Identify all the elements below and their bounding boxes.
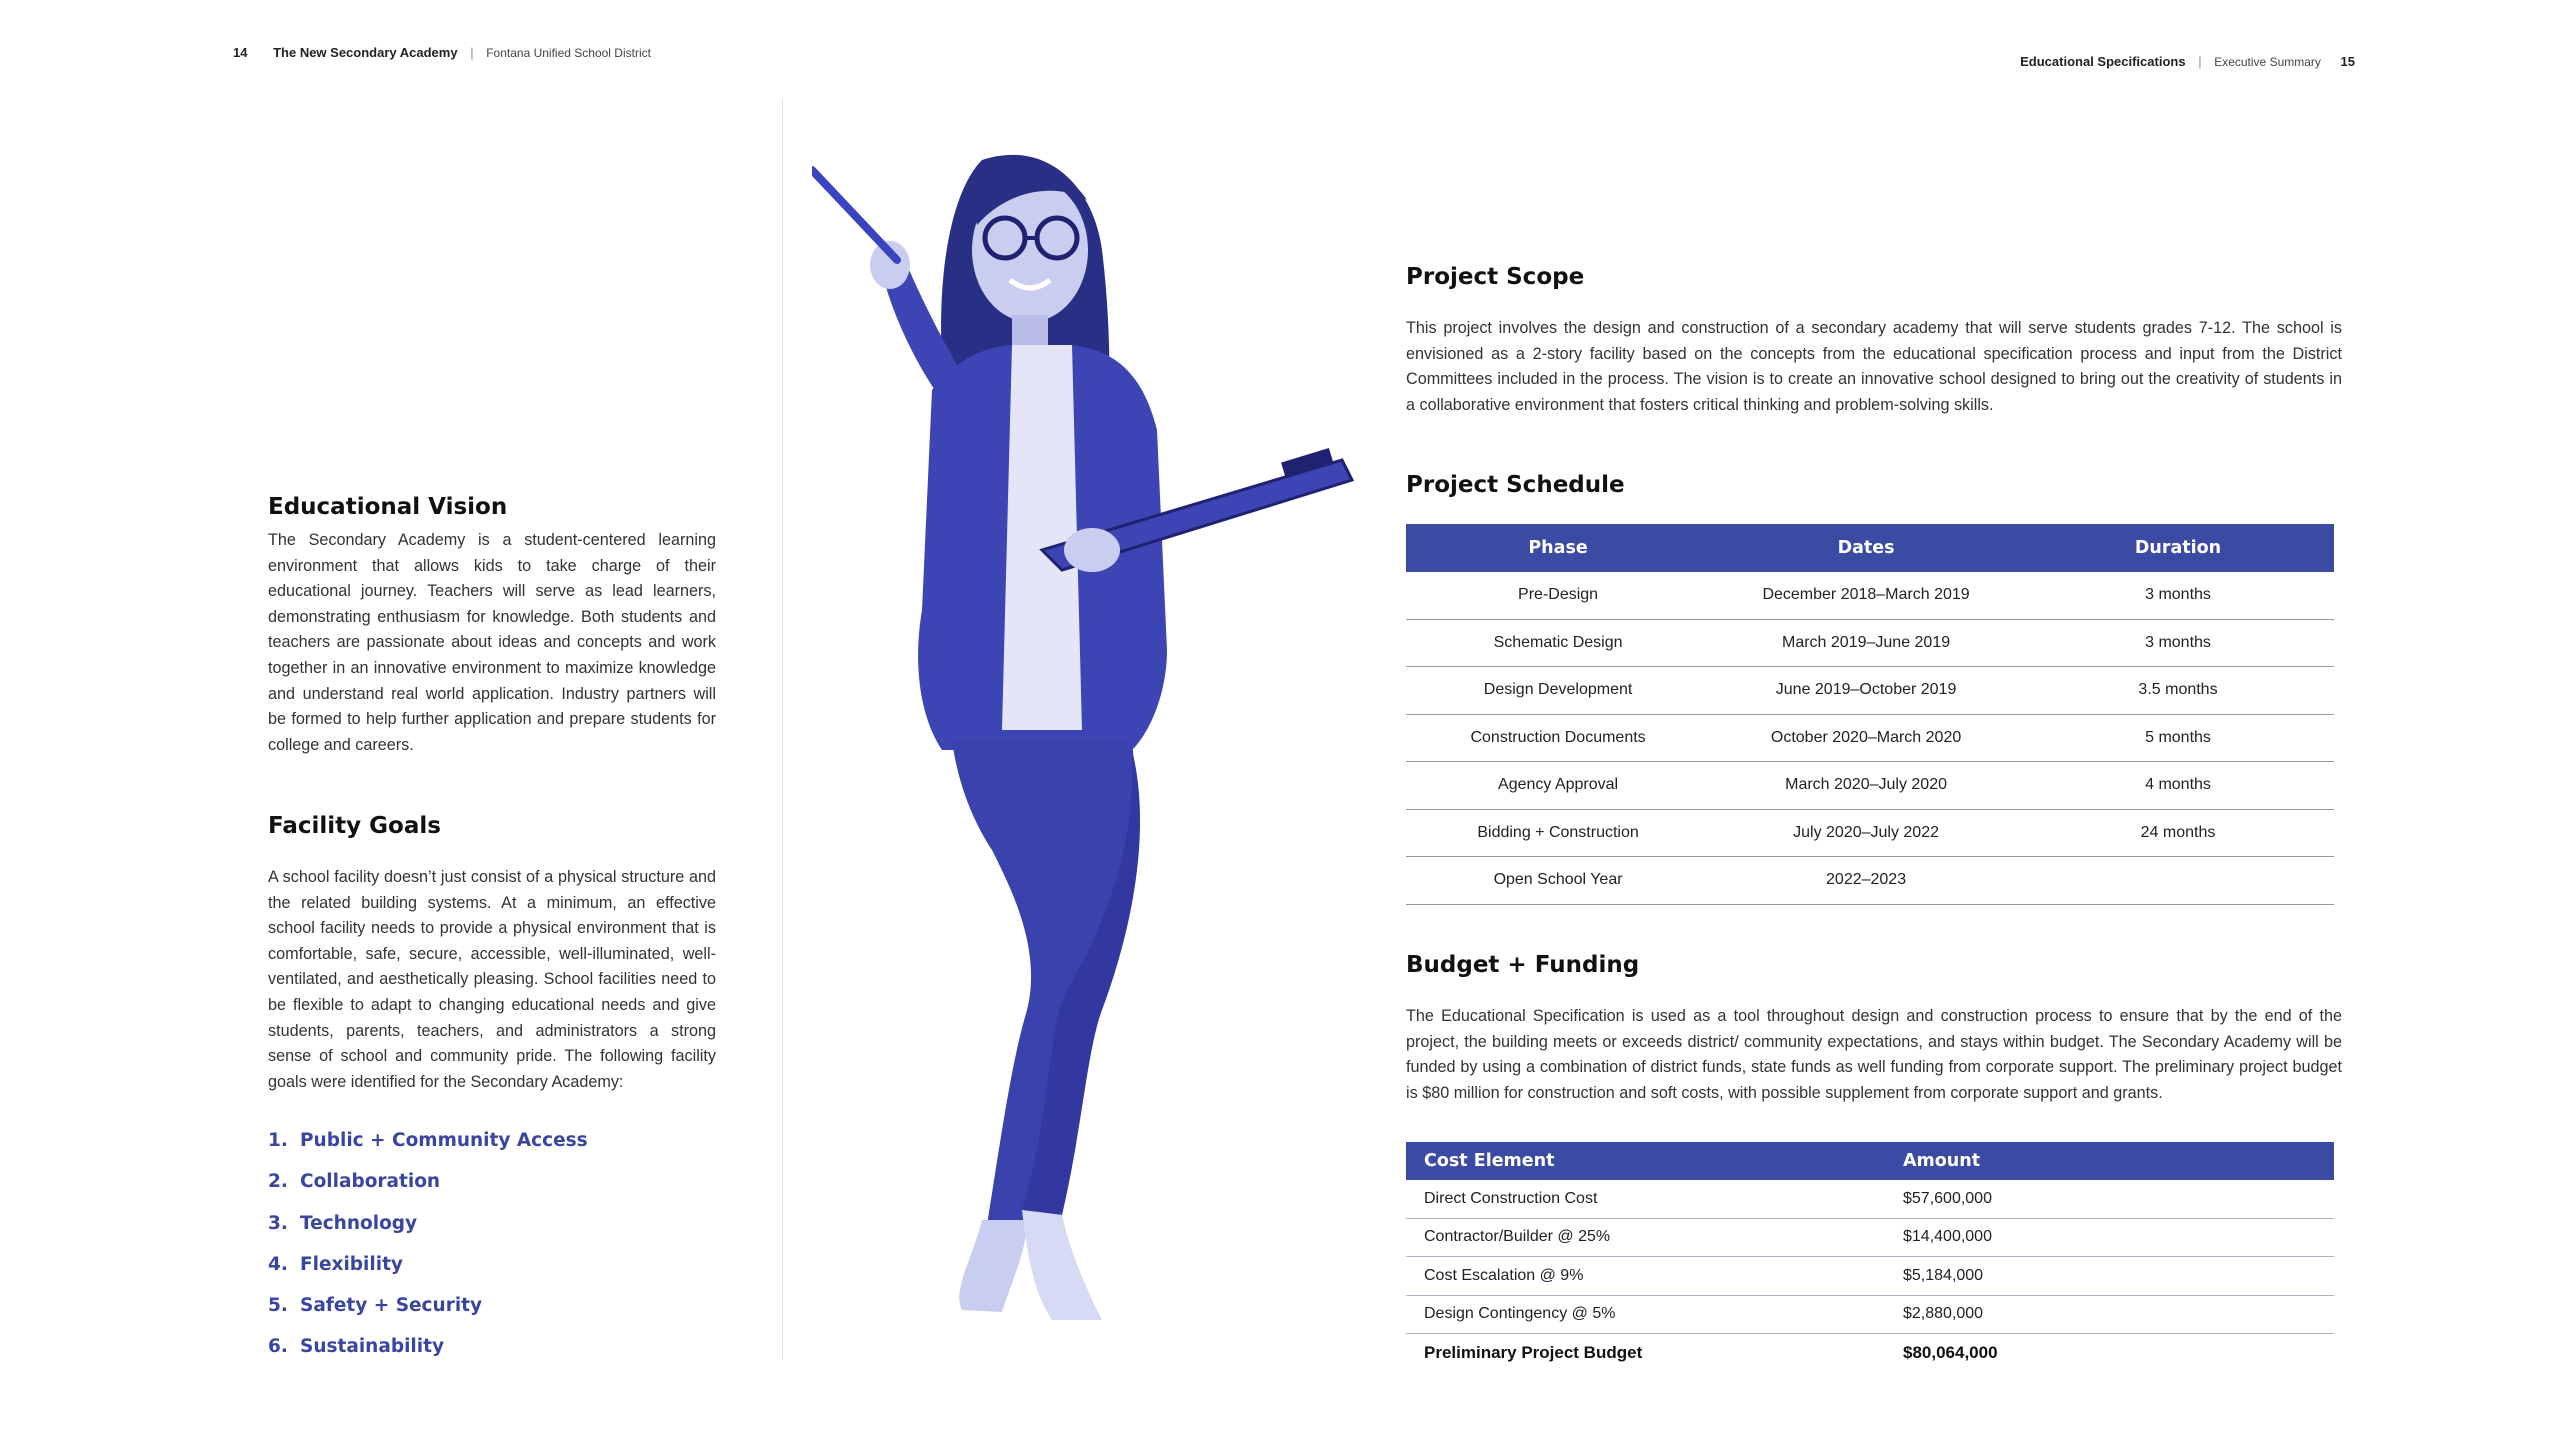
project-schedule-section: [1406, 472, 2334, 905]
header-right: Educational Specifications | Executive Summary 15: [2020, 54, 2355, 69]
schedule-table: [1406, 524, 2334, 905]
goal-item: 1. Public + Community Access: [268, 1130, 588, 1151]
table-row: Open School Year 2022–2023: [1406, 857, 2334, 905]
header-left: 14 The New Secondary Academy | Fontana Unified School District: [233, 45, 651, 60]
project-scope-body: This project involves the design and construction of a secondary academy that will serve students grades 7-12. The school is envisioned as a 2-story facility based on the concepts from the educational specification process and input from the District Committees included in the process. The vision is to create an innovative school designed to bring out the creativity of students in a collaborative environment that fosters critical thinking and problem-solving skills.: [1406, 319, 2342, 414]
table-row: Cost Escalation @ 9% $5,184,000: [1406, 1257, 2334, 1296]
goal-item: 3. Technology: [268, 1212, 418, 1234]
publication-title: The New Secondary Academy: [273, 45, 458, 60]
facility-goals-list: [268, 1130, 588, 1378]
goal-item: 2. Collaboration: [268, 1171, 441, 1193]
facility-goals-body: A school facility doesn’t just consist of a physical structure and the related building systems. At a minimum, an effective school facility needs to provide a physical environment that is comfortable, safe, secure, accessible, well-illuminated, well-ventilated, and aesthetically pleasing. School facilities need to be flexible to adapt to changing educational needs and give students, parents, teachers, and administrators a strong sense of school and community pride. The following facility goals were identified for the Secondary Academy:: [268, 868, 716, 1091]
goal-item: 5. Safety + Security: [268, 1295, 483, 1317]
educational-vision-section: [268, 494, 716, 758]
budget-funding-heading: Budget + Funding: [1406, 952, 1640, 978]
project-scope-section: [1406, 264, 2342, 418]
column-header: Cost Element: [1406, 1142, 1885, 1180]
column-header: Amount: [1885, 1142, 2334, 1180]
teacher-photo: [812, 130, 1362, 1350]
table-row: Bidding + Construction July 2020–July 2022 24 months: [1406, 809, 2334, 857]
page-number-right: 15: [2340, 54, 2355, 69]
budget-funding-section: [1406, 952, 2342, 1106]
section-name: Educational Specifications: [2020, 54, 2186, 69]
table-row: Schematic Design March 2019–June 2019 3 months: [1406, 619, 2334, 667]
district-name: Fontana Unified School District: [486, 46, 651, 60]
goal-item: 4. Flexibility: [268, 1253, 403, 1275]
schedule-header-row: [1406, 524, 2334, 572]
table-row: Pre-Design December 2018–March 2019 3 months: [1406, 572, 2334, 619]
project-scope-heading: Project Scope: [1406, 264, 1585, 290]
facility-goals-section: [268, 813, 716, 1095]
facility-goals-heading: Facility Goals: [268, 813, 441, 839]
column-header: Duration: [2022, 524, 2334, 572]
table-row: Design Contingency @ 5% $2,880,000: [1406, 1295, 2334, 1334]
budget-header-row: [1406, 1142, 2334, 1180]
educational-vision-heading: Educational Vision: [268, 494, 508, 520]
column-header: Phase: [1406, 524, 1710, 572]
project-schedule-heading: Project Schedule: [1406, 472, 1625, 498]
budget-funding-body: The Educational Specification is used as a tool throughout design and construction process to ensure that by the end of the project, the building meets or exceeds district/ community expectations, and stays within budget. The Secondary Academy will be funded by using a combination of district funds, state funds as well funding from corporate support. The preliminary project budget is $80 million for construction and soft costs, with possible supplement from corporate support and grants.: [1406, 1007, 2342, 1102]
budget-total-row: Preliminary Project Budget $80,064,000: [1424, 1342, 1998, 1362]
column-divider: [782, 98, 783, 1360]
goal-item: 6. Sustainability: [268, 1336, 444, 1358]
table-row: Construction Documents October 2020–March 2020 5 months: [1406, 714, 2334, 762]
educational-vision-body: The Secondary Academy is a student-centered learning environment that allows kids to take charge of their educational journey. Teachers will serve as lead learners, demonstrating enthusiasm for knowledge. Both students and teachers are passionate about ideas and concepts and work together in an innovative environment to maximize knowledge and understand real world application. Industry partners will be formed to help further application and prepare students for college and careers.: [268, 531, 716, 754]
page-number-left: 14: [233, 45, 248, 60]
table-row: Agency Approval March 2020–July 2020 4 months: [1406, 762, 2334, 810]
subsection-name: Executive Summary: [2214, 55, 2321, 69]
column-header: Dates: [1710, 524, 2022, 572]
budget-table: [1406, 1142, 2334, 1372]
table-row: Direct Construction Cost $57,600,000: [1406, 1180, 2334, 1218]
table-row: Contractor/Builder @ 25% $14,400,000: [1406, 1218, 2334, 1257]
table-row: Design Development June 2019–October 2019 3.5 months: [1406, 667, 2334, 715]
